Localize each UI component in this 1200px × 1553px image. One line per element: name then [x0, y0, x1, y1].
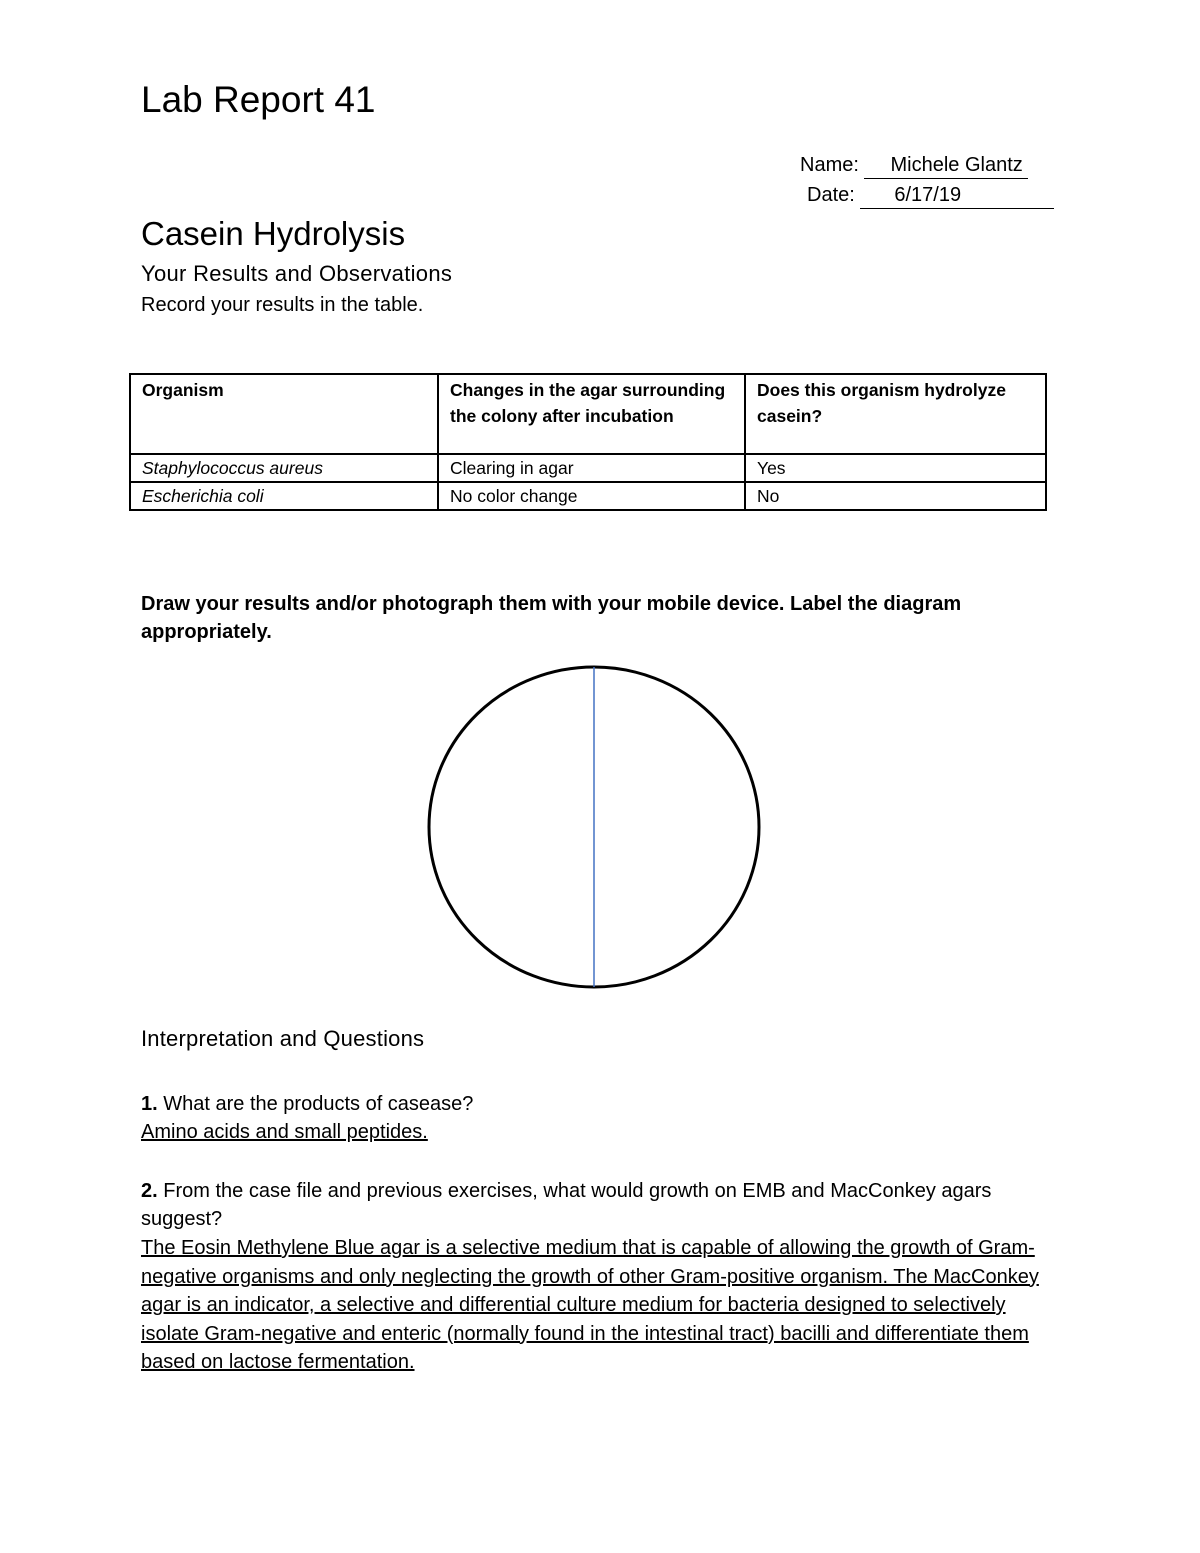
name-value: Michele Glantz — [864, 152, 1028, 179]
name-label: Name: — [800, 154, 859, 176]
cell-hydrolyze: No — [745, 482, 1046, 510]
header-organism: Organism — [130, 374, 438, 454]
cell-agar-change: No color change — [438, 482, 745, 510]
question-2-text: From the case file and previous exercises, what would growth on EMB and MacConkey agars suggest? — [141, 1180, 992, 1230]
date-line — [807, 182, 1054, 209]
question-2 — [141, 1177, 1061, 1233]
name-line — [800, 152, 1028, 179]
question-2-number: 2. — [141, 1180, 158, 1202]
question-1 — [141, 1091, 473, 1117]
header-agar-changes: Changes in the agar surrounding the colony after incubation — [438, 374, 745, 454]
section-heading: Casein Hydrolysis — [141, 215, 406, 252]
interpretation-heading: Interpretation and Questions — [141, 1026, 425, 1051]
cell-organism: Staphylococcus aureus — [130, 454, 438, 482]
date-label: Date: — [807, 184, 855, 206]
table-instruction: Record your results in the table. — [141, 294, 424, 316]
header-hydrolyze: Does this organism hydrolyze casein? — [745, 374, 1046, 454]
question-1-number: 1. — [141, 1093, 158, 1115]
results-table — [129, 373, 1047, 511]
results-subheading: Your Results and Observations — [141, 261, 453, 286]
date-value: 6/17/19 — [860, 182, 1054, 209]
answer-2: The Eosin Methylene Blue agar is a selective medium that is capable of allowing the growth of Gram-negative organisms and only neglecting the growth of other Gram-positive organism. The MacConkey agar is an indicator, a selective and differential culture medium for bacteria designed to selectively isolate Gram-negative and enteric (normally found in the intestinal tract) bacilli and differentiate them based on lactose fermentation. — [141, 1237, 1039, 1374]
report-title: Lab Report 41 — [141, 79, 376, 120]
table-row — [130, 454, 1046, 482]
answer-1: Amino acids and small peptides. — [141, 1121, 428, 1143]
table-row — [130, 482, 1046, 510]
cell-organism: Escherichia coli — [130, 482, 438, 510]
cell-hydrolyze: Yes — [745, 454, 1046, 482]
cell-agar-change: Clearing in agar — [438, 454, 745, 482]
question-1-text: What are the products of casease? — [157, 1093, 474, 1115]
drawing-instruction: Draw your results and/or photograph them with your mobile device. Label the diagram appropriately. — [141, 593, 962, 643]
table-header-row — [130, 374, 1046, 454]
petri-plate-diagram — [420, 660, 766, 994]
